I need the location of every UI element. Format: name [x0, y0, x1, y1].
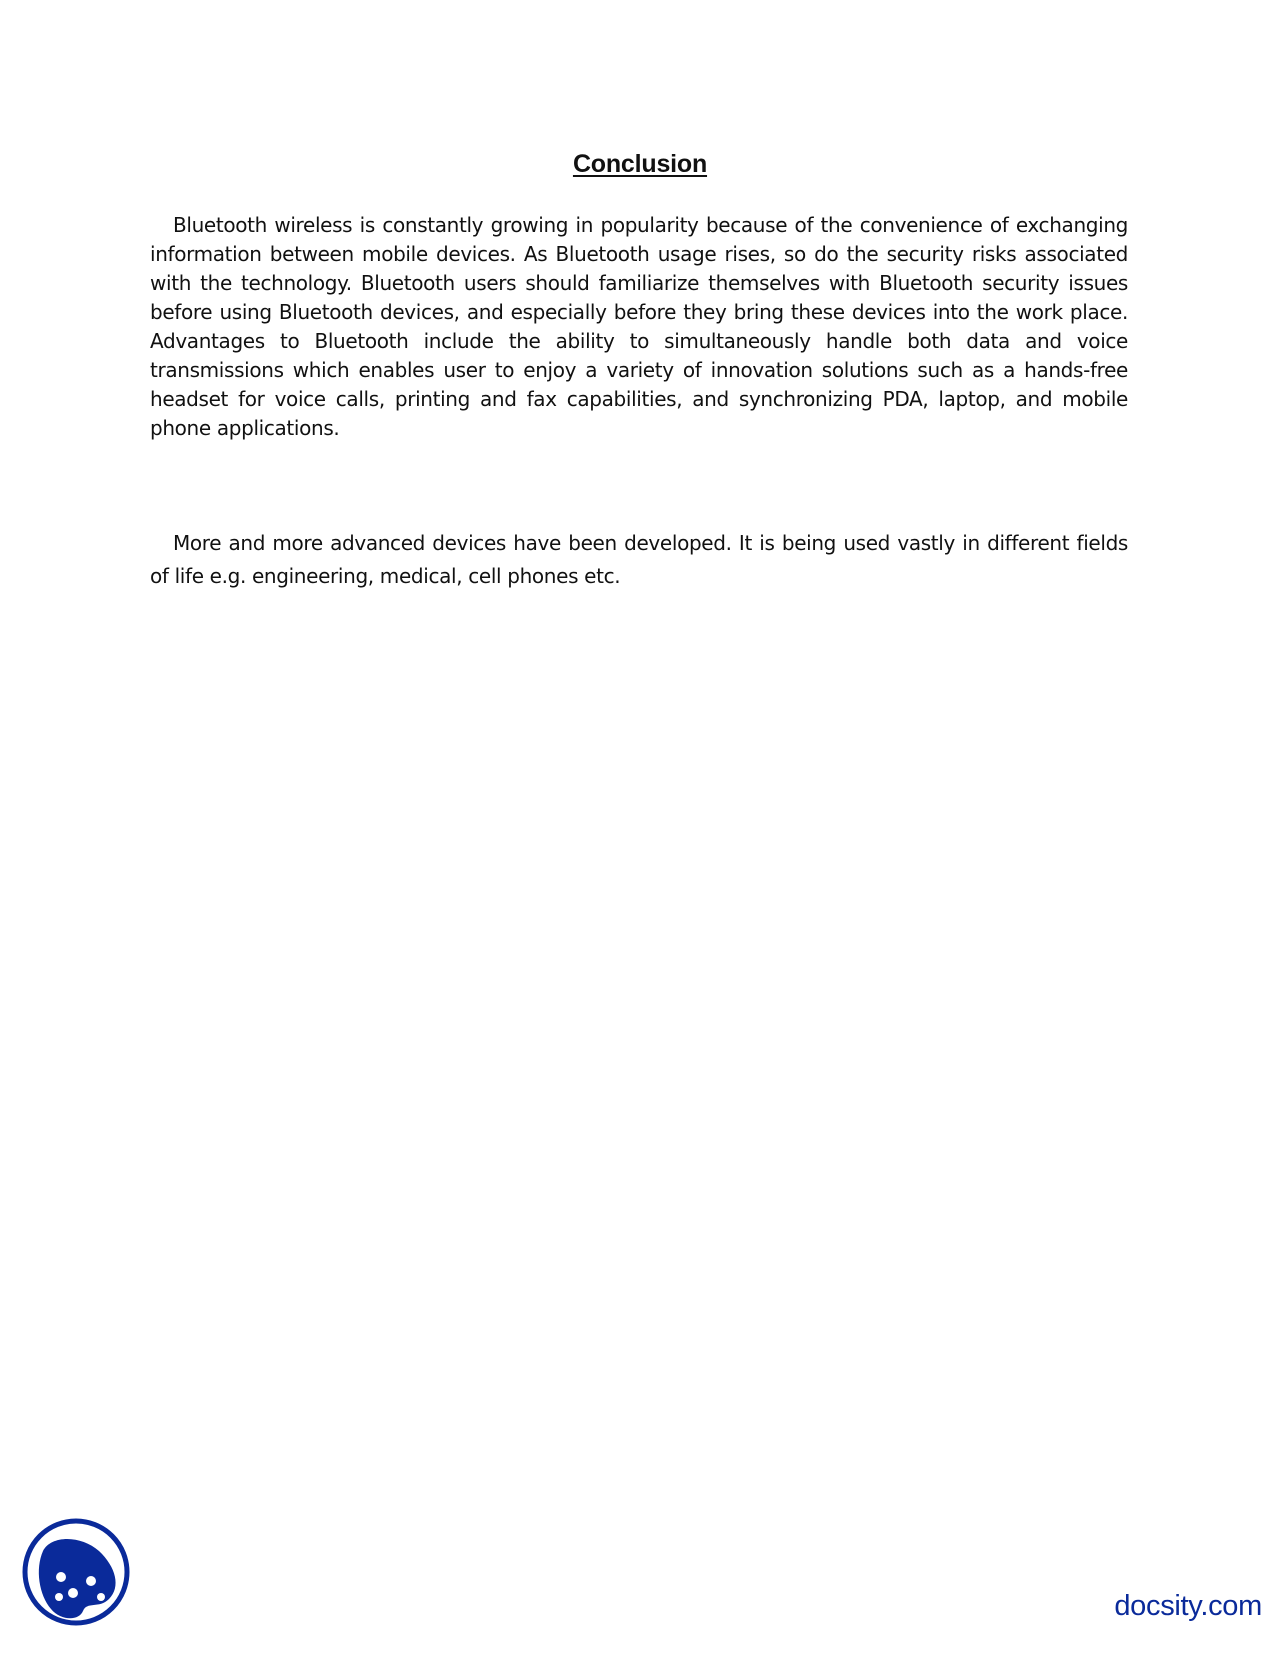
body-paragraph-1: Bluetooth wireless is constantly growing in popularity because of the convenience of exchanging information between mobile devices. As Bluetooth usage rises, so do the security risks associated with the technology. Bluetooth users should familiarize themselves with Bluetooth security issues before using Bluetooth devices, and especially before they bring these devices into the work place. Advantages to Bluetooth include the ability to simultaneously handle both data and voice transmissions which enables user to enjoy a variety of innovation solutions such as a hands-free headset for voice calls, printing and fax capabilities, and synchronizing PDA, laptop, and mobile phone applications. — [150, 213, 1128, 440]
brand-link[interactable]: docsity.com — [1114, 1590, 1262, 1622]
body-paragraph-2: More and more advanced devices have been developed. It is being used vastly in different fields of life e.g. engineering, medical, cell phones etc. — [150, 531, 1128, 588]
page-title: Conclusion — [572, 150, 708, 178]
docsity-logo-icon[interactable] — [21, 1517, 131, 1627]
